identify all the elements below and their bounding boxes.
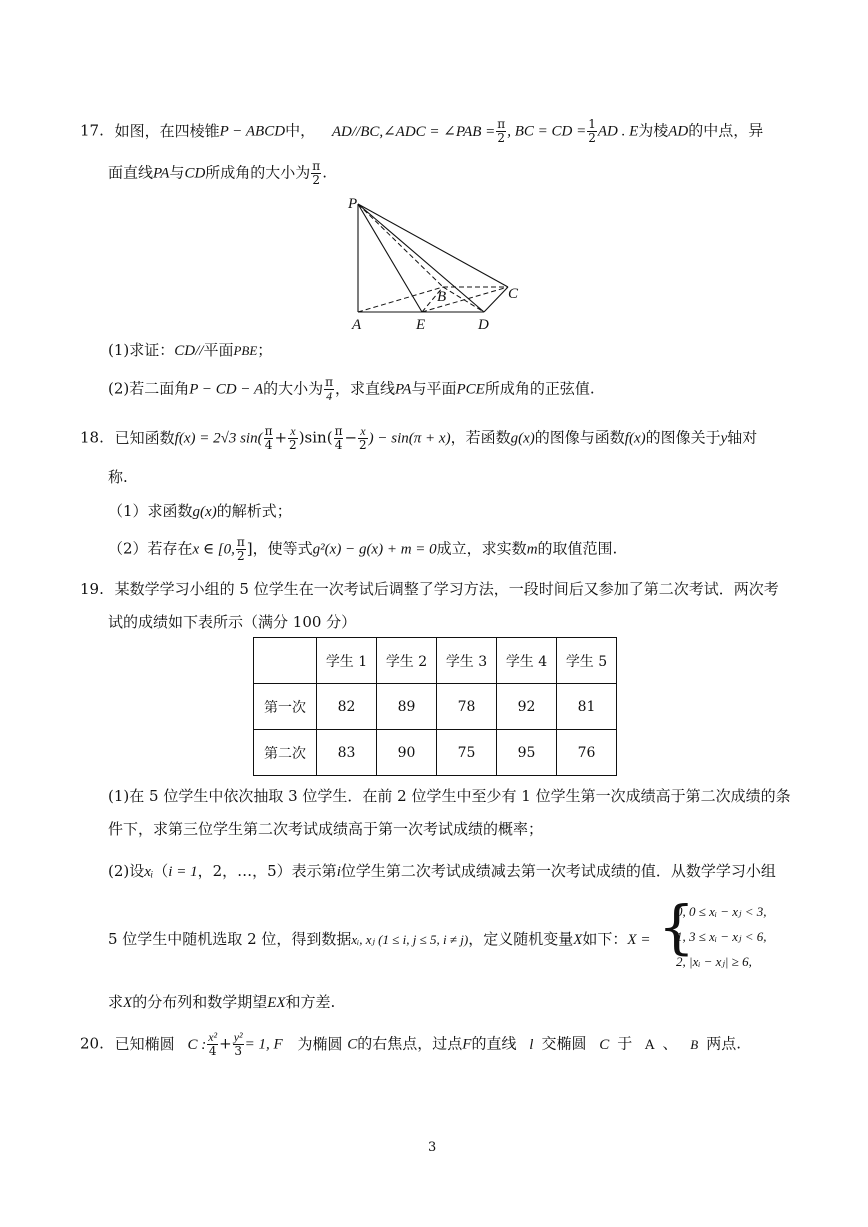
q19-math: i bbox=[336, 864, 341, 880]
q20-text: 的直线 bbox=[471, 1034, 517, 1053]
table-cell: 95 bbox=[497, 730, 557, 776]
q19-math: i = 1 bbox=[168, 864, 198, 880]
q17-frac-pi-2 bbox=[496, 118, 506, 145]
frac-denominator: 2 bbox=[359, 438, 367, 452]
q17-math: PBE bbox=[233, 343, 258, 358]
q18-text: 的图像关于 bbox=[645, 428, 721, 447]
frac-numerator: π bbox=[497, 117, 506, 131]
q20-math: C bbox=[347, 1036, 358, 1053]
table-header-cell: 学生 1 bbox=[317, 638, 377, 684]
frac-numerator: y² bbox=[233, 1030, 243, 1044]
q17-text: 的中点，异 bbox=[688, 121, 764, 140]
q20-text: 、 bbox=[662, 1034, 678, 1053]
label-D: D bbox=[478, 317, 489, 333]
q18-math: ] bbox=[246, 539, 253, 558]
q20-text: 于 bbox=[617, 1034, 633, 1053]
q19-math: X bbox=[123, 995, 133, 1011]
q18-math: m bbox=[526, 541, 538, 558]
frac-denominator: 2 bbox=[588, 131, 596, 145]
q18-math: f(x) = 2√3 sin( bbox=[174, 430, 263, 447]
frac-denominator: 4 bbox=[326, 389, 333, 403]
q18-math: g²(x) − g(x) + m = 0 bbox=[312, 541, 437, 558]
q17-math: AD//BC,∠ADC = ∠PAB = bbox=[331, 123, 496, 140]
q17-text: 为棱 bbox=[638, 121, 669, 140]
q17-line-2 bbox=[108, 160, 327, 187]
q17-math: , BC = CD = bbox=[507, 123, 587, 140]
q17-text: 与 bbox=[169, 163, 185, 182]
q18-math: − bbox=[344, 428, 358, 447]
q18-math: )sin( bbox=[298, 428, 333, 447]
q18-math: ) − sin(π + x) bbox=[368, 430, 451, 447]
q19-text: 某数学学习小组的 5 位学生在一次考试后调整了学习方法，一段时间后又参加了第二次考试．两次考 bbox=[114, 580, 779, 598]
q19-text: ，2，…，5）表示第 bbox=[197, 862, 337, 880]
q19-line-2: 试的成绩如下表所示（满分 100 分） bbox=[108, 613, 357, 631]
table-cell: 82 bbox=[317, 684, 377, 730]
pyramid-figure bbox=[340, 190, 540, 335]
q19-part-2-line-3 bbox=[108, 991, 335, 1012]
piecewise-case-3: 2, |xᵢ − xⱼ| ≥ 6, bbox=[676, 954, 752, 969]
table-cell: 89 bbox=[377, 684, 437, 730]
q18-text: 成立，求实数 bbox=[436, 539, 527, 558]
q17-text: 所成角的大小为 bbox=[205, 163, 311, 182]
q19-text: 5 位学生中随机选取 2 位，得到数据 bbox=[108, 930, 352, 948]
q17-math: CD// bbox=[174, 343, 204, 359]
q18-text: 的取值范围. bbox=[537, 539, 618, 558]
q19-part-2-line-1 bbox=[108, 860, 776, 881]
table-header-cell: 学生 5 bbox=[557, 638, 617, 684]
q18-part-1 bbox=[108, 500, 292, 521]
q17-math: AD . E bbox=[597, 123, 639, 140]
q17-math: CD bbox=[184, 165, 206, 182]
q18-text: ，若函数 bbox=[450, 428, 511, 447]
q19-math: xᵢ bbox=[144, 864, 154, 880]
q20-text: 为椭圆 bbox=[297, 1034, 343, 1053]
q20-frac-x2-4 bbox=[207, 1031, 218, 1058]
q19-number: 19. bbox=[80, 580, 104, 598]
q18-frac-pi-2 bbox=[236, 536, 246, 563]
q19-text: 和方差. bbox=[285, 993, 336, 1011]
q20-text: 的右焦点，过点 bbox=[357, 1034, 463, 1053]
q18-frac-pi-4-b bbox=[334, 425, 344, 452]
q20-math: B bbox=[690, 1036, 699, 1052]
q19-math: xᵢ, xⱼ (1 ≤ i, j ≤ 5, i ≠ j) bbox=[351, 932, 469, 947]
q18-text: 已知函数 bbox=[114, 428, 175, 447]
q18-text: 轴对 bbox=[727, 428, 758, 447]
q20-math: C bbox=[599, 1036, 610, 1053]
frac-numerator: x² bbox=[208, 1030, 218, 1044]
q18-text: （2）若存在 bbox=[108, 539, 193, 558]
table-cell: 83 bbox=[317, 730, 377, 776]
q18-frac-x-2-b bbox=[358, 425, 368, 452]
q20-math: = 1, F bbox=[244, 1036, 283, 1053]
q18-text: 的解析式； bbox=[216, 502, 292, 520]
q19-text: (2)设 bbox=[108, 862, 145, 880]
q19-text: 如下： bbox=[582, 930, 628, 948]
table-header-cell: 学生 2 bbox=[377, 638, 437, 684]
q18-text: ，使等式 bbox=[252, 539, 313, 558]
frac-numerator: 1 bbox=[588, 117, 596, 131]
q17-part-1 bbox=[108, 339, 272, 360]
q17-text: (2)若二面角 bbox=[108, 379, 190, 398]
table-cell: 78 bbox=[437, 684, 497, 730]
q18-math: + bbox=[274, 428, 288, 447]
table-cell: 76 bbox=[557, 730, 617, 776]
q19-text: 位学生第二次考试成绩减去第一次考试成绩的值．从数学学习小组 bbox=[340, 862, 776, 880]
q18-number: 18. bbox=[80, 428, 104, 447]
table-header-cell bbox=[254, 638, 317, 684]
q18-line-1 bbox=[80, 425, 757, 452]
q17-math: P − ABCD bbox=[219, 123, 286, 140]
table-row bbox=[254, 684, 617, 730]
q17-math: PA bbox=[153, 165, 170, 182]
q19-text: 的分布列和数学期望 bbox=[132, 993, 268, 1011]
q20-math: l bbox=[529, 1036, 534, 1053]
frac-denominator: 4 bbox=[208, 1044, 217, 1058]
q17-frac-1-2 bbox=[587, 118, 597, 145]
q20-text: 已知椭圆 bbox=[114, 1034, 175, 1053]
q20-math: C : bbox=[187, 1036, 207, 1053]
q18-math: f(x) bbox=[624, 430, 646, 447]
q19-part-1-line-2: 件下，求第三位学生第二次考试成绩高于第一次考试成绩的概率； bbox=[108, 820, 544, 838]
q20-frac-y2-3 bbox=[233, 1031, 244, 1058]
q18-text: （1）求函数 bbox=[108, 502, 193, 520]
q17-text: . bbox=[322, 163, 327, 182]
table-cell: 第一次 bbox=[254, 684, 317, 730]
table-cell: 第二次 bbox=[254, 730, 317, 776]
frac-numerator: π bbox=[325, 375, 334, 389]
q17-math: P − CD − A bbox=[189, 381, 264, 398]
q17-part-2 bbox=[108, 376, 595, 403]
q17-line-1 bbox=[80, 118, 763, 145]
q17-text: 如图，在四棱锥 bbox=[114, 121, 220, 140]
q17-text: ，求直线 bbox=[335, 379, 396, 398]
q17-math: AD bbox=[668, 123, 689, 140]
q18-math: g(x) bbox=[192, 504, 217, 520]
frac-numerator: x bbox=[358, 425, 368, 439]
q17-text: 所成角的正弦值. bbox=[484, 379, 595, 398]
frac-numerator: π bbox=[236, 535, 245, 549]
frac-numerator: π bbox=[312, 159, 321, 173]
q19-line-1 bbox=[80, 578, 779, 599]
q19-math: X bbox=[573, 932, 583, 948]
table-header-cell: 学生 3 bbox=[437, 638, 497, 684]
q19-math: X = bbox=[627, 932, 651, 948]
piecewise-case-2: 1, 3 ≤ xᵢ − xⱼ < 6, bbox=[676, 929, 767, 944]
q17-text: 与平面 bbox=[411, 379, 457, 398]
table-row bbox=[254, 730, 617, 776]
q20-math: A bbox=[645, 1037, 655, 1053]
q19-text: （ bbox=[153, 862, 169, 880]
q19-text: ，定义随机变量 bbox=[468, 930, 574, 948]
q18-math: x ∈ [0, bbox=[192, 541, 235, 558]
q17-text: ； bbox=[257, 341, 273, 359]
label-E: E bbox=[416, 317, 426, 333]
q20-line-1 bbox=[80, 1031, 741, 1058]
table-cell: 75 bbox=[437, 730, 497, 776]
label-P: P bbox=[348, 196, 358, 212]
q17-text: 面直线 bbox=[108, 163, 154, 182]
piecewise-case-1: 0, 0 ≤ xᵢ − xⱼ < 3, bbox=[676, 904, 767, 919]
label-B: B bbox=[437, 289, 447, 305]
q20-math: + bbox=[219, 1034, 232, 1053]
q18-frac-x-2 bbox=[288, 425, 298, 452]
q18-line-2: 称. bbox=[108, 468, 128, 486]
q18-math: y bbox=[720, 430, 728, 447]
label-A: A bbox=[352, 317, 362, 333]
q18-text: 的图像与函数 bbox=[534, 428, 625, 447]
q20-text: 交椭圆 bbox=[541, 1034, 587, 1053]
table-cell: 90 bbox=[377, 730, 437, 776]
q17-math: PA bbox=[395, 381, 412, 398]
q19-part-1-line-1: (1)在 5 位学生中依次抽取 3 位学生．在前 2 位学生中至少有 1 位学生第一次成绩高于第二次成绩的条 bbox=[108, 787, 791, 805]
q17-text: (1)求证： bbox=[108, 341, 175, 359]
table-header-row bbox=[254, 638, 617, 684]
table-header-cell: 学生 4 bbox=[497, 638, 557, 684]
q19-math: EX bbox=[267, 995, 286, 1011]
q18-part-2 bbox=[108, 536, 617, 563]
q17-frac-pi-4 bbox=[324, 376, 334, 403]
q17-number: 17. bbox=[80, 121, 104, 140]
q17-text: 中， bbox=[285, 121, 316, 140]
piecewise-brace: { bbox=[658, 893, 695, 961]
q19-text: 求 bbox=[108, 993, 124, 1011]
q18-math: g(x) bbox=[510, 430, 535, 447]
frac-numerator: x bbox=[288, 425, 298, 439]
frac-denominator: 4 bbox=[334, 438, 343, 452]
scores-table bbox=[253, 637, 617, 776]
q17-math: PCE bbox=[456, 381, 485, 398]
frac-denominator: 2 bbox=[497, 131, 506, 145]
q20-number: 20. bbox=[80, 1034, 104, 1053]
frac-numerator: π bbox=[264, 424, 273, 438]
page-number: 3 bbox=[428, 1140, 437, 1155]
table-cell: 81 bbox=[557, 684, 617, 730]
label-C: C bbox=[508, 286, 519, 302]
q17-frac-pi-2-b bbox=[311, 160, 321, 187]
frac-denominator: 3 bbox=[234, 1044, 242, 1058]
frac-denominator: 2 bbox=[237, 549, 245, 563]
q20-math: F bbox=[462, 1036, 472, 1053]
frac-denominator: 2 bbox=[289, 438, 297, 452]
table-cell: 92 bbox=[497, 684, 557, 730]
q17-text: 平面 bbox=[203, 341, 234, 359]
q20-text: 两点. bbox=[706, 1034, 741, 1053]
q18-frac-pi-4 bbox=[264, 425, 274, 452]
q17-text: 的大小为 bbox=[263, 379, 324, 398]
q19-part-2-line-2 bbox=[108, 928, 650, 949]
frac-denominator: 4 bbox=[264, 438, 273, 452]
frac-denominator: 2 bbox=[312, 173, 321, 187]
frac-numerator: π bbox=[334, 424, 343, 438]
